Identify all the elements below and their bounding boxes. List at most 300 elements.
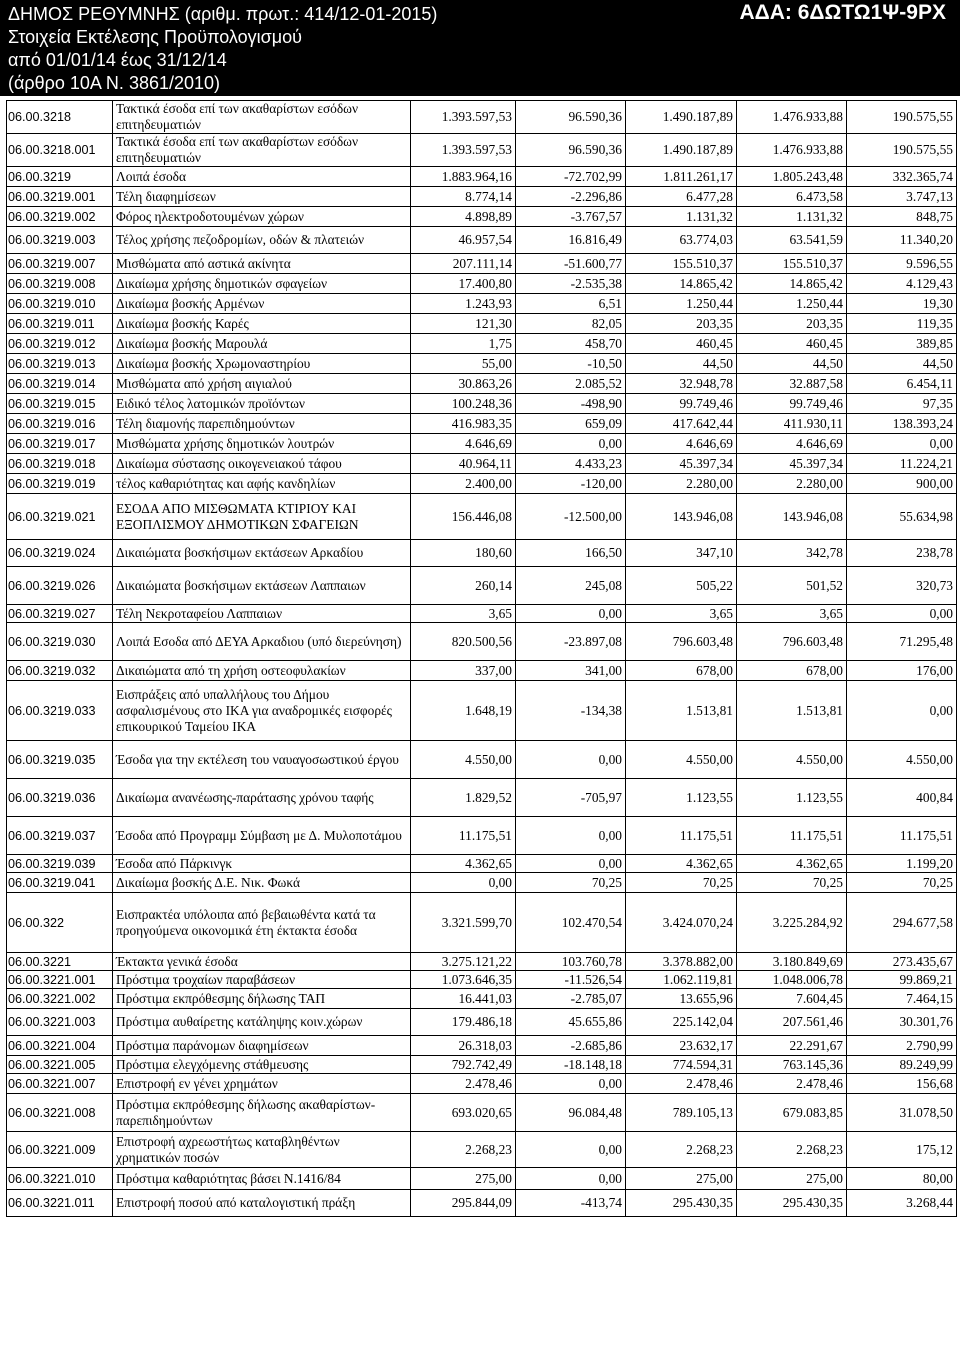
- amount-cell-v2: 0,00: [516, 434, 626, 454]
- amount-cell-v4: 1.476.933,88: [737, 134, 847, 167]
- description-cell: Δικαίωμα χρήσης δημοτικών σφαγείων: [113, 274, 411, 294]
- table-row: [7, 1074, 957, 1094]
- amount-cell-v1: 4.550,00: [411, 741, 516, 779]
- amount-cell-v3: 1.123,55: [626, 779, 737, 817]
- table-row: [7, 187, 957, 207]
- amount-cell-v2: 102.470,54: [516, 893, 626, 953]
- amount-cell-v5: 97,35: [847, 394, 957, 414]
- table-row: [7, 354, 957, 374]
- amount-cell-v4: 3.180.849,69: [737, 953, 847, 971]
- account-code-cell: 06.00.3219.032: [7, 661, 113, 681]
- amount-cell-v1: 16.441,03: [411, 989, 516, 1009]
- amount-cell-v3: 4.646,69: [626, 434, 737, 454]
- amount-cell-v2: -413,74: [516, 1190, 626, 1217]
- amount-cell-v1: 180,60: [411, 540, 516, 567]
- amount-cell-v1: 2.478,46: [411, 1074, 516, 1094]
- account-code-cell: 06.00.3221.002: [7, 989, 113, 1009]
- amount-cell-v2: 4.433,23: [516, 454, 626, 474]
- table-row: [7, 971, 957, 989]
- table-row: [7, 893, 957, 953]
- amount-cell-v4: 1.805.243,48: [737, 167, 847, 187]
- description-cell: Δικαίωμα βοσκής Χρωμοναστηρίου: [113, 354, 411, 374]
- amount-cell-v2: 245,08: [516, 567, 626, 605]
- amount-cell-v5: 4.129,43: [847, 274, 957, 294]
- account-code-cell: 06.00.3219.037: [7, 817, 113, 855]
- amount-cell-v1: 40.964,11: [411, 454, 516, 474]
- description-cell: Έσοδα για την εκτέλεση του ναυαγοσωστικού έργου: [113, 741, 411, 779]
- account-code-cell: 06.00.3219.018: [7, 454, 113, 474]
- description-cell: Λοιπά έσοδα: [113, 167, 411, 187]
- amount-cell-v3: 13.655,96: [626, 989, 737, 1009]
- account-code-cell: 06.00.3219.039: [7, 855, 113, 873]
- amount-cell-v1: 100.248,36: [411, 394, 516, 414]
- amount-cell-v2: -2.535,38: [516, 274, 626, 294]
- description-cell: Δικαίωμα ανανέωσης-παράτασης χρόνου ταφής: [113, 779, 411, 817]
- account-code-cell: 06.00.3219.001: [7, 187, 113, 207]
- amount-cell-v1: 1.829,52: [411, 779, 516, 817]
- amount-cell-v5: 175,12: [847, 1132, 957, 1168]
- table-row: [7, 494, 957, 540]
- amount-cell-v5: 0,00: [847, 681, 957, 741]
- amount-cell-v2: 16.816,49: [516, 227, 626, 254]
- amount-cell-v5: 11.340,20: [847, 227, 957, 254]
- amount-cell-v5: 176,00: [847, 661, 957, 681]
- amount-cell-v2: -72.702,99: [516, 167, 626, 187]
- amount-cell-v5: 190.575,55: [847, 134, 957, 167]
- amount-cell-v2: 166,50: [516, 540, 626, 567]
- amount-cell-v1: 295.844,09: [411, 1190, 516, 1217]
- amount-cell-v5: 156,68: [847, 1074, 957, 1094]
- amount-cell-v2: 0,00: [516, 855, 626, 873]
- amount-cell-v3: 789.105,13: [626, 1094, 737, 1132]
- amount-cell-v3: 2.268,23: [626, 1132, 737, 1168]
- amount-cell-v4: 99.749,46: [737, 394, 847, 414]
- description-cell: Τακτικά έσοδα επί των ακαθαρίστων εσόδων επιτηδευματιών: [113, 134, 411, 167]
- amount-cell-v3: 796.603,48: [626, 623, 737, 661]
- amount-cell-v5: 273.435,67: [847, 953, 957, 971]
- account-code-cell: 06.00.3219.015: [7, 394, 113, 414]
- amount-cell-v5: 99.869,21: [847, 971, 957, 989]
- amount-cell-v5: 900,00: [847, 474, 957, 494]
- amount-cell-v5: 238,78: [847, 540, 957, 567]
- amount-cell-v3: 23.632,17: [626, 1036, 737, 1056]
- amount-cell-v2: -11.526,54: [516, 971, 626, 989]
- table-row: [7, 855, 957, 873]
- amount-cell-v5: 119,35: [847, 314, 957, 334]
- municipality-title: ΔΗΜΟΣ ΡΕΘΥΜΝΗΣ (αριθμ. πρωτ.: 414/12-01-2015): [8, 4, 438, 24]
- amount-cell-v4: 143.946,08: [737, 494, 847, 540]
- amount-cell-v3: 275,00: [626, 1168, 737, 1190]
- amount-cell-v1: 1.393.597,53: [411, 101, 516, 134]
- table-row: [7, 681, 957, 741]
- description-cell: ΕΣΟΔΑ ΑΠΟ ΜΙΣΘΩΜΑΤΑ ΚΤΙΡΙΟΥ ΚΑΙ ΕΞΟΠΛΙΣΜΟΥ ΔΗΜΟΤΙΚΩΝ ΣΦΑΓΕΙΩΝ: [113, 494, 411, 540]
- amount-cell-v4: 1.250,44: [737, 294, 847, 314]
- amount-cell-v1: 121,30: [411, 314, 516, 334]
- amount-cell-v4: 207.561,46: [737, 1009, 847, 1036]
- amount-cell-v1: 260,14: [411, 567, 516, 605]
- table-row: [7, 434, 957, 454]
- table-row: [7, 1036, 957, 1056]
- amount-cell-v5: 320,73: [847, 567, 957, 605]
- budget-execution-table: [6, 100, 957, 1217]
- amount-cell-v1: 207.111,14: [411, 254, 516, 274]
- account-code-cell: 06.00.3219.036: [7, 779, 113, 817]
- amount-cell-v4: 679.083,85: [737, 1094, 847, 1132]
- amount-cell-v4: 2.478,46: [737, 1074, 847, 1094]
- description-cell: Ειδικό τέλος λατομικών προϊόντων: [113, 394, 411, 414]
- amount-cell-v4: 678,00: [737, 661, 847, 681]
- description-cell: Δικαίωμα βοσκής Καρές: [113, 314, 411, 334]
- amount-cell-v3: 1.513,81: [626, 681, 737, 741]
- amount-cell-v2: -2.785,07: [516, 989, 626, 1009]
- amount-cell-v4: 2.280,00: [737, 474, 847, 494]
- description-cell: Μισθώματα από χρήση αιγιαλού: [113, 374, 411, 394]
- amount-cell-v5: 19,30: [847, 294, 957, 314]
- table-row: [7, 817, 957, 855]
- amount-cell-v3: 3.424.070,24: [626, 893, 737, 953]
- amount-cell-v5: 190.575,55: [847, 101, 957, 134]
- amount-cell-v5: 6.454,11: [847, 374, 957, 394]
- amount-cell-v4: 796.603,48: [737, 623, 847, 661]
- amount-cell-v1: 1.648,19: [411, 681, 516, 741]
- amount-cell-v1: 2.268,23: [411, 1132, 516, 1168]
- description-cell: Δικαιώματα από τη χρήση οστεοφυλακίων: [113, 661, 411, 681]
- amount-cell-v2: 458,70: [516, 334, 626, 354]
- table-row: [7, 254, 957, 274]
- amount-cell-v5: 0,00: [847, 434, 957, 454]
- amount-cell-v4: 44,50: [737, 354, 847, 374]
- amount-cell-v1: 46.957,54: [411, 227, 516, 254]
- amount-cell-v1: 55,00: [411, 354, 516, 374]
- amount-cell-v2: 6,51: [516, 294, 626, 314]
- account-code-cell: 06.00.3219.003: [7, 227, 113, 254]
- account-code-cell: 06.00.3218.001: [7, 134, 113, 167]
- account-code-cell: 06.00.3219.024: [7, 540, 113, 567]
- table-row: [7, 623, 957, 661]
- table-row: [7, 741, 957, 779]
- amount-cell-v3: 155.510,37: [626, 254, 737, 274]
- amount-cell-v4: 11.175,51: [737, 817, 847, 855]
- amount-cell-v1: 4.362,65: [411, 855, 516, 873]
- amount-cell-v5: 138.393,24: [847, 414, 957, 434]
- account-code-cell: 06.00.3219.026: [7, 567, 113, 605]
- amount-cell-v3: 1.131,32: [626, 207, 737, 227]
- account-code-cell: 06.00.322: [7, 893, 113, 953]
- amount-cell-v3: 1.490.187,89: [626, 134, 737, 167]
- account-code-cell: 06.00.3219.041: [7, 873, 113, 893]
- description-cell: Τέλη διαφημίσεων: [113, 187, 411, 207]
- amount-cell-v3: 774.594,31: [626, 1056, 737, 1074]
- table-row: [7, 567, 957, 605]
- amount-cell-v1: 1.883.964,16: [411, 167, 516, 187]
- amount-cell-v3: 11.175,51: [626, 817, 737, 855]
- amount-cell-v4: 763.145,36: [737, 1056, 847, 1074]
- amount-cell-v4: 22.291,67: [737, 1036, 847, 1056]
- amount-cell-v2: -498,90: [516, 394, 626, 414]
- amount-cell-v3: 44,50: [626, 354, 737, 374]
- table-row: [7, 873, 957, 893]
- amount-cell-v3: 63.774,03: [626, 227, 737, 254]
- account-code-cell: 06.00.3221.009: [7, 1132, 113, 1168]
- amount-cell-v1: 1.243,93: [411, 294, 516, 314]
- description-cell: Μισθώματα από αστικά ακίνητα: [113, 254, 411, 274]
- amount-cell-v5: 400,84: [847, 779, 957, 817]
- amount-cell-v3: 225.142,04: [626, 1009, 737, 1036]
- description-cell: Τέλος χρήσης πεζοδρομίων, οδών & πλατειών: [113, 227, 411, 254]
- table-row: [7, 1190, 957, 1217]
- amount-cell-v2: 659,09: [516, 414, 626, 434]
- amount-cell-v1: 3,65: [411, 605, 516, 623]
- amount-cell-v3: 678,00: [626, 661, 737, 681]
- amount-cell-v4: 45.397,34: [737, 454, 847, 474]
- amount-cell-v5: 30.301,76: [847, 1009, 957, 1036]
- amount-cell-v1: 275,00: [411, 1168, 516, 1190]
- table-row: [7, 454, 957, 474]
- description-cell: Πρόστιμα ελεγχόμενης στάθμευσης: [113, 1056, 411, 1074]
- amount-cell-v1: 17.400,80: [411, 274, 516, 294]
- amount-cell-v2: 96.590,36: [516, 134, 626, 167]
- amount-cell-v3: 70,25: [626, 873, 737, 893]
- amount-cell-v5: 11.224,21: [847, 454, 957, 474]
- description-cell: Έκτακτα γενικά έσοδα: [113, 953, 411, 971]
- amount-cell-v4: 411.930,11: [737, 414, 847, 434]
- ada-code: ΑΔΑ: 6ΔΩΤΩ1Ψ-9ΡΧ: [739, 1, 946, 24]
- account-code-cell: 06.00.3221.005: [7, 1056, 113, 1074]
- amount-cell-v3: 143.946,08: [626, 494, 737, 540]
- account-code-cell: 06.00.3219: [7, 167, 113, 187]
- amount-cell-v4: 1.048.006,78: [737, 971, 847, 989]
- amount-cell-v5: 2.790,99: [847, 1036, 957, 1056]
- amount-cell-v2: -134,38: [516, 681, 626, 741]
- amount-cell-v2: 0,00: [516, 1168, 626, 1190]
- amount-cell-v5: 4.550,00: [847, 741, 957, 779]
- amount-cell-v2: -51.600,77: [516, 254, 626, 274]
- amount-cell-v1: 693.020,65: [411, 1094, 516, 1132]
- amount-cell-v3: 14.865,42: [626, 274, 737, 294]
- account-code-cell: 06.00.3219.011: [7, 314, 113, 334]
- amount-cell-v2: 2.085,52: [516, 374, 626, 394]
- amount-cell-v1: 416.983,35: [411, 414, 516, 434]
- amount-cell-v1: 179.486,18: [411, 1009, 516, 1036]
- account-code-cell: 06.00.3221.011: [7, 1190, 113, 1217]
- table-row: [7, 1168, 957, 1190]
- account-code-cell: 06.00.3221.001: [7, 971, 113, 989]
- amount-cell-v2: 70,25: [516, 873, 626, 893]
- legal-reference: (άρθρο 10Α Ν. 3861/2010): [8, 73, 221, 93]
- amount-cell-v5: 31.078,50: [847, 1094, 957, 1132]
- table-row: [7, 134, 957, 167]
- amount-cell-v3: 295.430,35: [626, 1190, 737, 1217]
- amount-cell-v2: -10,50: [516, 354, 626, 374]
- description-cell: Πρόστιμα τροχαίων παραβάσεων: [113, 971, 411, 989]
- table-row: [7, 1094, 957, 1132]
- amount-cell-v3: 203,35: [626, 314, 737, 334]
- description-cell: Δικαίωμα βοσκής Μαρουλά: [113, 334, 411, 354]
- report-title: Στοιχεία Εκτέλεσης Προϋπολογισμού: [8, 27, 302, 47]
- table-row: [7, 474, 957, 494]
- amount-cell-v4: 275,00: [737, 1168, 847, 1190]
- amount-cell-v4: 501,52: [737, 567, 847, 605]
- amount-cell-v3: 3,65: [626, 605, 737, 623]
- amount-cell-v1: 1.393.597,53: [411, 134, 516, 167]
- table-row: [7, 394, 957, 414]
- amount-cell-v4: 1.131,32: [737, 207, 847, 227]
- table-row: [7, 779, 957, 817]
- amount-cell-v4: 32.887,58: [737, 374, 847, 394]
- amount-cell-v3: 460,45: [626, 334, 737, 354]
- amount-cell-v2: 0,00: [516, 1132, 626, 1168]
- account-code-cell: 06.00.3221: [7, 953, 113, 971]
- amount-cell-v4: 295.430,35: [737, 1190, 847, 1217]
- amount-cell-v4: 4.550,00: [737, 741, 847, 779]
- amount-cell-v1: 4.646,69: [411, 434, 516, 454]
- account-code-cell: 06.00.3221.008: [7, 1094, 113, 1132]
- amount-cell-v1: 792.742,49: [411, 1056, 516, 1074]
- amount-cell-v2: -12.500,00: [516, 494, 626, 540]
- description-cell: Δικαίωμα βοσκής Αρμένων: [113, 294, 411, 314]
- table-row: [7, 661, 957, 681]
- table-row: [7, 540, 957, 567]
- amount-cell-v4: 342,78: [737, 540, 847, 567]
- amount-cell-v2: 341,00: [516, 661, 626, 681]
- description-cell: Έσοδα από Πάρκινγκ: [113, 855, 411, 873]
- amount-cell-v3: 3.378.882,00: [626, 953, 737, 971]
- description-cell: Πρόστιμα αυθαίρετης κατάληψης κοιν.χώρων: [113, 1009, 411, 1036]
- account-code-cell: 06.00.3219.033: [7, 681, 113, 741]
- description-cell: Πρόστιμα εκπρόθεσμης δήλωσης ΤΑΠ: [113, 989, 411, 1009]
- description-cell: Επιστροφή ποσού από καταλογιστική πράξη: [113, 1190, 411, 1217]
- description-cell: Φόρος ηλεκτροδοτουμένων χώρων: [113, 207, 411, 227]
- amount-cell-v1: 156.446,08: [411, 494, 516, 540]
- description-cell: Τέλη Νεκροταφείου Λαππαιων: [113, 605, 411, 623]
- amount-cell-v2: 0,00: [516, 741, 626, 779]
- table-row: [7, 227, 957, 254]
- description-cell: Πρόστιμα καθαριότητας βάσει Ν.1416/84: [113, 1168, 411, 1190]
- amount-cell-v4: 7.604,45: [737, 989, 847, 1009]
- account-code-cell: 06.00.3219.007: [7, 254, 113, 274]
- description-cell: Επιστροφή εν γένει χρημάτων: [113, 1074, 411, 1094]
- amount-cell-v3: 2.280,00: [626, 474, 737, 494]
- amount-cell-v5: 80,00: [847, 1168, 957, 1190]
- account-code-cell: 06.00.3219.010: [7, 294, 113, 314]
- account-code-cell: 06.00.3219.002: [7, 207, 113, 227]
- amount-cell-v1: 11.175,51: [411, 817, 516, 855]
- amount-cell-v3: 1.062.119,81: [626, 971, 737, 989]
- amount-cell-v1: 26.318,03: [411, 1036, 516, 1056]
- table-row: [7, 1056, 957, 1074]
- amount-cell-v1: 8.774,14: [411, 187, 516, 207]
- account-code-cell: 06.00.3219.027: [7, 605, 113, 623]
- amount-cell-v2: 103.760,78: [516, 953, 626, 971]
- description-cell: Τέλη διαμονής παρεπιδημούντων: [113, 414, 411, 434]
- description-cell: Δικαιώματα βοσκήσιμων εκτάσεων Λαππαιων: [113, 567, 411, 605]
- amount-cell-v3: 45.397,34: [626, 454, 737, 474]
- amount-cell-v1: 820.500,56: [411, 623, 516, 661]
- amount-cell-v5: 70,25: [847, 873, 957, 893]
- account-code-cell: 06.00.3221.010: [7, 1168, 113, 1190]
- amount-cell-v2: 0,00: [516, 817, 626, 855]
- amount-cell-v2: -2.685,86: [516, 1036, 626, 1056]
- amount-cell-v3: 99.749,46: [626, 394, 737, 414]
- amount-cell-v4: 1.123,55: [737, 779, 847, 817]
- amount-cell-v4: 3,65: [737, 605, 847, 623]
- amount-cell-v3: 347,10: [626, 540, 737, 567]
- amount-cell-v2: 0,00: [516, 1074, 626, 1094]
- description-cell: Έσοδα από Προγραμμ Σύμβαση με Δ. Μυλοποτάμου: [113, 817, 411, 855]
- account-code-cell: 06.00.3221.004: [7, 1036, 113, 1056]
- account-code-cell: 06.00.3219.016: [7, 414, 113, 434]
- description-cell: Μισθώματα χρήσης δημοτικών λουτρών: [113, 434, 411, 454]
- amount-cell-v2: -2.296,86: [516, 187, 626, 207]
- description-cell: Τακτικά έσοδα επί των ακαθαρίστων εσόδων επιτηδευματιών: [113, 101, 411, 134]
- description-cell: Επιστροφή αχρεωστήτως καταβληθέντων χρηματικών ποσών: [113, 1132, 411, 1168]
- account-code-cell: 06.00.3221.007: [7, 1074, 113, 1094]
- amount-cell-v3: 505,22: [626, 567, 737, 605]
- amount-cell-v1: 4.898,89: [411, 207, 516, 227]
- amount-cell-v2: 96.590,36: [516, 101, 626, 134]
- amount-cell-v2: -120,00: [516, 474, 626, 494]
- amount-cell-v3: 2.478,46: [626, 1074, 737, 1094]
- amount-cell-v4: 155.510,37: [737, 254, 847, 274]
- table-row: [7, 1132, 957, 1168]
- table-row: [7, 167, 957, 187]
- amount-cell-v5: 3.268,44: [847, 1190, 957, 1217]
- amount-cell-v2: 45.655,86: [516, 1009, 626, 1036]
- amount-cell-v1: 0,00: [411, 873, 516, 893]
- amount-cell-v4: 70,25: [737, 873, 847, 893]
- amount-cell-v3: 6.477,28: [626, 187, 737, 207]
- table-row: [7, 207, 957, 227]
- table-row: [7, 314, 957, 334]
- description-cell: τέλος καθαριότητας και αφής κανδηλίων: [113, 474, 411, 494]
- account-code-cell: 06.00.3219.014: [7, 374, 113, 394]
- table-row: [7, 989, 957, 1009]
- account-code-cell: 06.00.3219.019: [7, 474, 113, 494]
- amount-cell-v4: 203,35: [737, 314, 847, 334]
- table-row: [7, 414, 957, 434]
- table-row: [7, 294, 957, 314]
- amount-cell-v5: 9.596,55: [847, 254, 957, 274]
- amount-cell-v4: 4.362,65: [737, 855, 847, 873]
- account-code-cell: 06.00.3219.008: [7, 274, 113, 294]
- amount-cell-v4: 1.513,81: [737, 681, 847, 741]
- account-code-cell: 06.00.3219.035: [7, 741, 113, 779]
- amount-cell-v4: 63.541,59: [737, 227, 847, 254]
- description-cell: Πρόστιμα εκπρόθεσμης δήλωσης ακαθαρίστων-παρεπιδημούντων: [113, 1094, 411, 1132]
- amount-cell-v2: 96.084,48: [516, 1094, 626, 1132]
- amount-cell-v5: 1.199,20: [847, 855, 957, 873]
- account-code-cell: 06.00.3221.003: [7, 1009, 113, 1036]
- amount-cell-v5: 294.677,58: [847, 893, 957, 953]
- amount-cell-v5: 11.175,51: [847, 817, 957, 855]
- document-header: [0, 0, 960, 96]
- description-cell: Δικαιώματα βοσκήσιμων εκτάσεων Αρκαδίου: [113, 540, 411, 567]
- table-row: [7, 101, 957, 134]
- amount-cell-v2: -23.897,08: [516, 623, 626, 661]
- report-period: από 01/01/14 έως 31/12/14: [8, 50, 227, 70]
- description-cell: Πρόστιμα παράνομων διαφημίσεων: [113, 1036, 411, 1056]
- amount-cell-v2: -705,97: [516, 779, 626, 817]
- amount-cell-v1: 337,00: [411, 661, 516, 681]
- amount-cell-v2: 0,00: [516, 605, 626, 623]
- amount-cell-v1: 3.321.599,70: [411, 893, 516, 953]
- amount-cell-v4: 6.473,58: [737, 187, 847, 207]
- amount-cell-v4: 460,45: [737, 334, 847, 354]
- amount-cell-v3: 1.490.187,89: [626, 101, 737, 134]
- amount-cell-v3: 32.948,78: [626, 374, 737, 394]
- table-row: [7, 374, 957, 394]
- amount-cell-v4: 1.476.933,88: [737, 101, 847, 134]
